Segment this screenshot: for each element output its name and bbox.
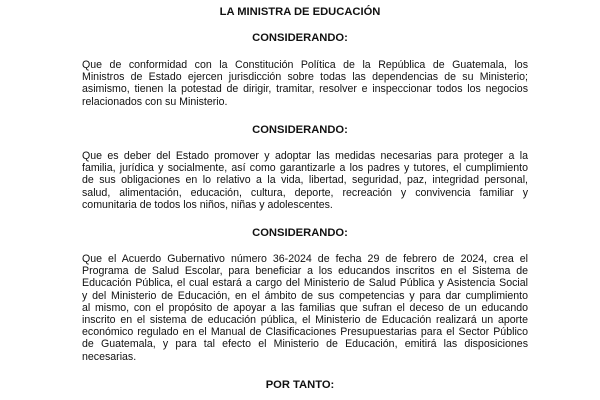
por-tanto-heading: POR TANTO: xyxy=(265,379,335,391)
considerando-heading-3: CONSIDERANDO: xyxy=(252,227,348,239)
paragraph-line: Educación Pública, el cual estará a cargo del Ministerio de Salud Pública y Asistencia Social xyxy=(82,277,528,290)
paragraph-line: de Guatemala, y para tal efecto el Ministerio de Educación, emitirá las disposiciones xyxy=(82,338,528,351)
paragraph-line: inscrito en el sistema de educación pública, el Ministerio de Educación realizará un aporte xyxy=(82,314,528,327)
paragraph-line: al mismo, con el propósito de apoyar a las familias que sufran el deceso de un educando xyxy=(82,301,528,314)
paragraph-line: Ministros de Estado ejercen jurisdicción sobre todas las dependencias de su Ministerio; xyxy=(82,71,528,84)
paragraph-line: y del Ministerio de Educación, en el ámbito de sus competencias y para dar cumplimiento xyxy=(82,289,528,302)
paragraph-line: de sus obligaciones en lo relativo a la vida, libertad, seguridad, paz, integridad personal, xyxy=(82,174,528,187)
paragraph-line: Que es deber del Estado promover y adoptar las medidas necesarias para proteger a la xyxy=(82,150,528,162)
considerando-paragraph-3 xyxy=(82,253,528,363)
paragraph-line: Que de conformidad con la Constitución Política de la República de Guatemala, los xyxy=(82,59,528,71)
paragraph-line: comunitaria de todos los niños, niñas y adolescentes. xyxy=(82,198,333,211)
paragraph-line: asimismo, tienen la potestad de dirigir, tramitar, resolver e inspeccionar todos los negocios xyxy=(82,83,528,96)
considerando-heading-1: CONSIDERANDO: xyxy=(252,32,348,44)
paragraph-line: Que el Acuerdo Gubernativo número 36-2024 de fecha 29 de febrero de 2024, crea el xyxy=(82,253,528,265)
considerando-paragraph-2 xyxy=(82,150,528,211)
paragraph-line: relacionados con su Ministerio. xyxy=(82,95,228,108)
paragraph-line: salud, alimentación, educación, cultura, deporte, recreación y convivencia familiar y xyxy=(82,186,528,199)
document-title: LA MINISTRA DE EDUCACIÓN xyxy=(219,6,381,18)
paragraph-line: necesarias. xyxy=(82,350,137,363)
paragraph-line: económico regulado en el Manual de Clasificaciones Presupuestarias para el Sector Público xyxy=(82,326,528,339)
considerando-heading-2: CONSIDERANDO: xyxy=(252,124,348,136)
paragraph-line: familia, jurídica y socialmente, así como garantizarle a los padres y tutores, el cumplimiento xyxy=(82,162,528,175)
considerando-paragraph-1 xyxy=(82,59,528,108)
paragraph-line: Programa de Salud Escolar, para beneficiar a los educandos inscritos en el Sistema de xyxy=(82,265,528,278)
